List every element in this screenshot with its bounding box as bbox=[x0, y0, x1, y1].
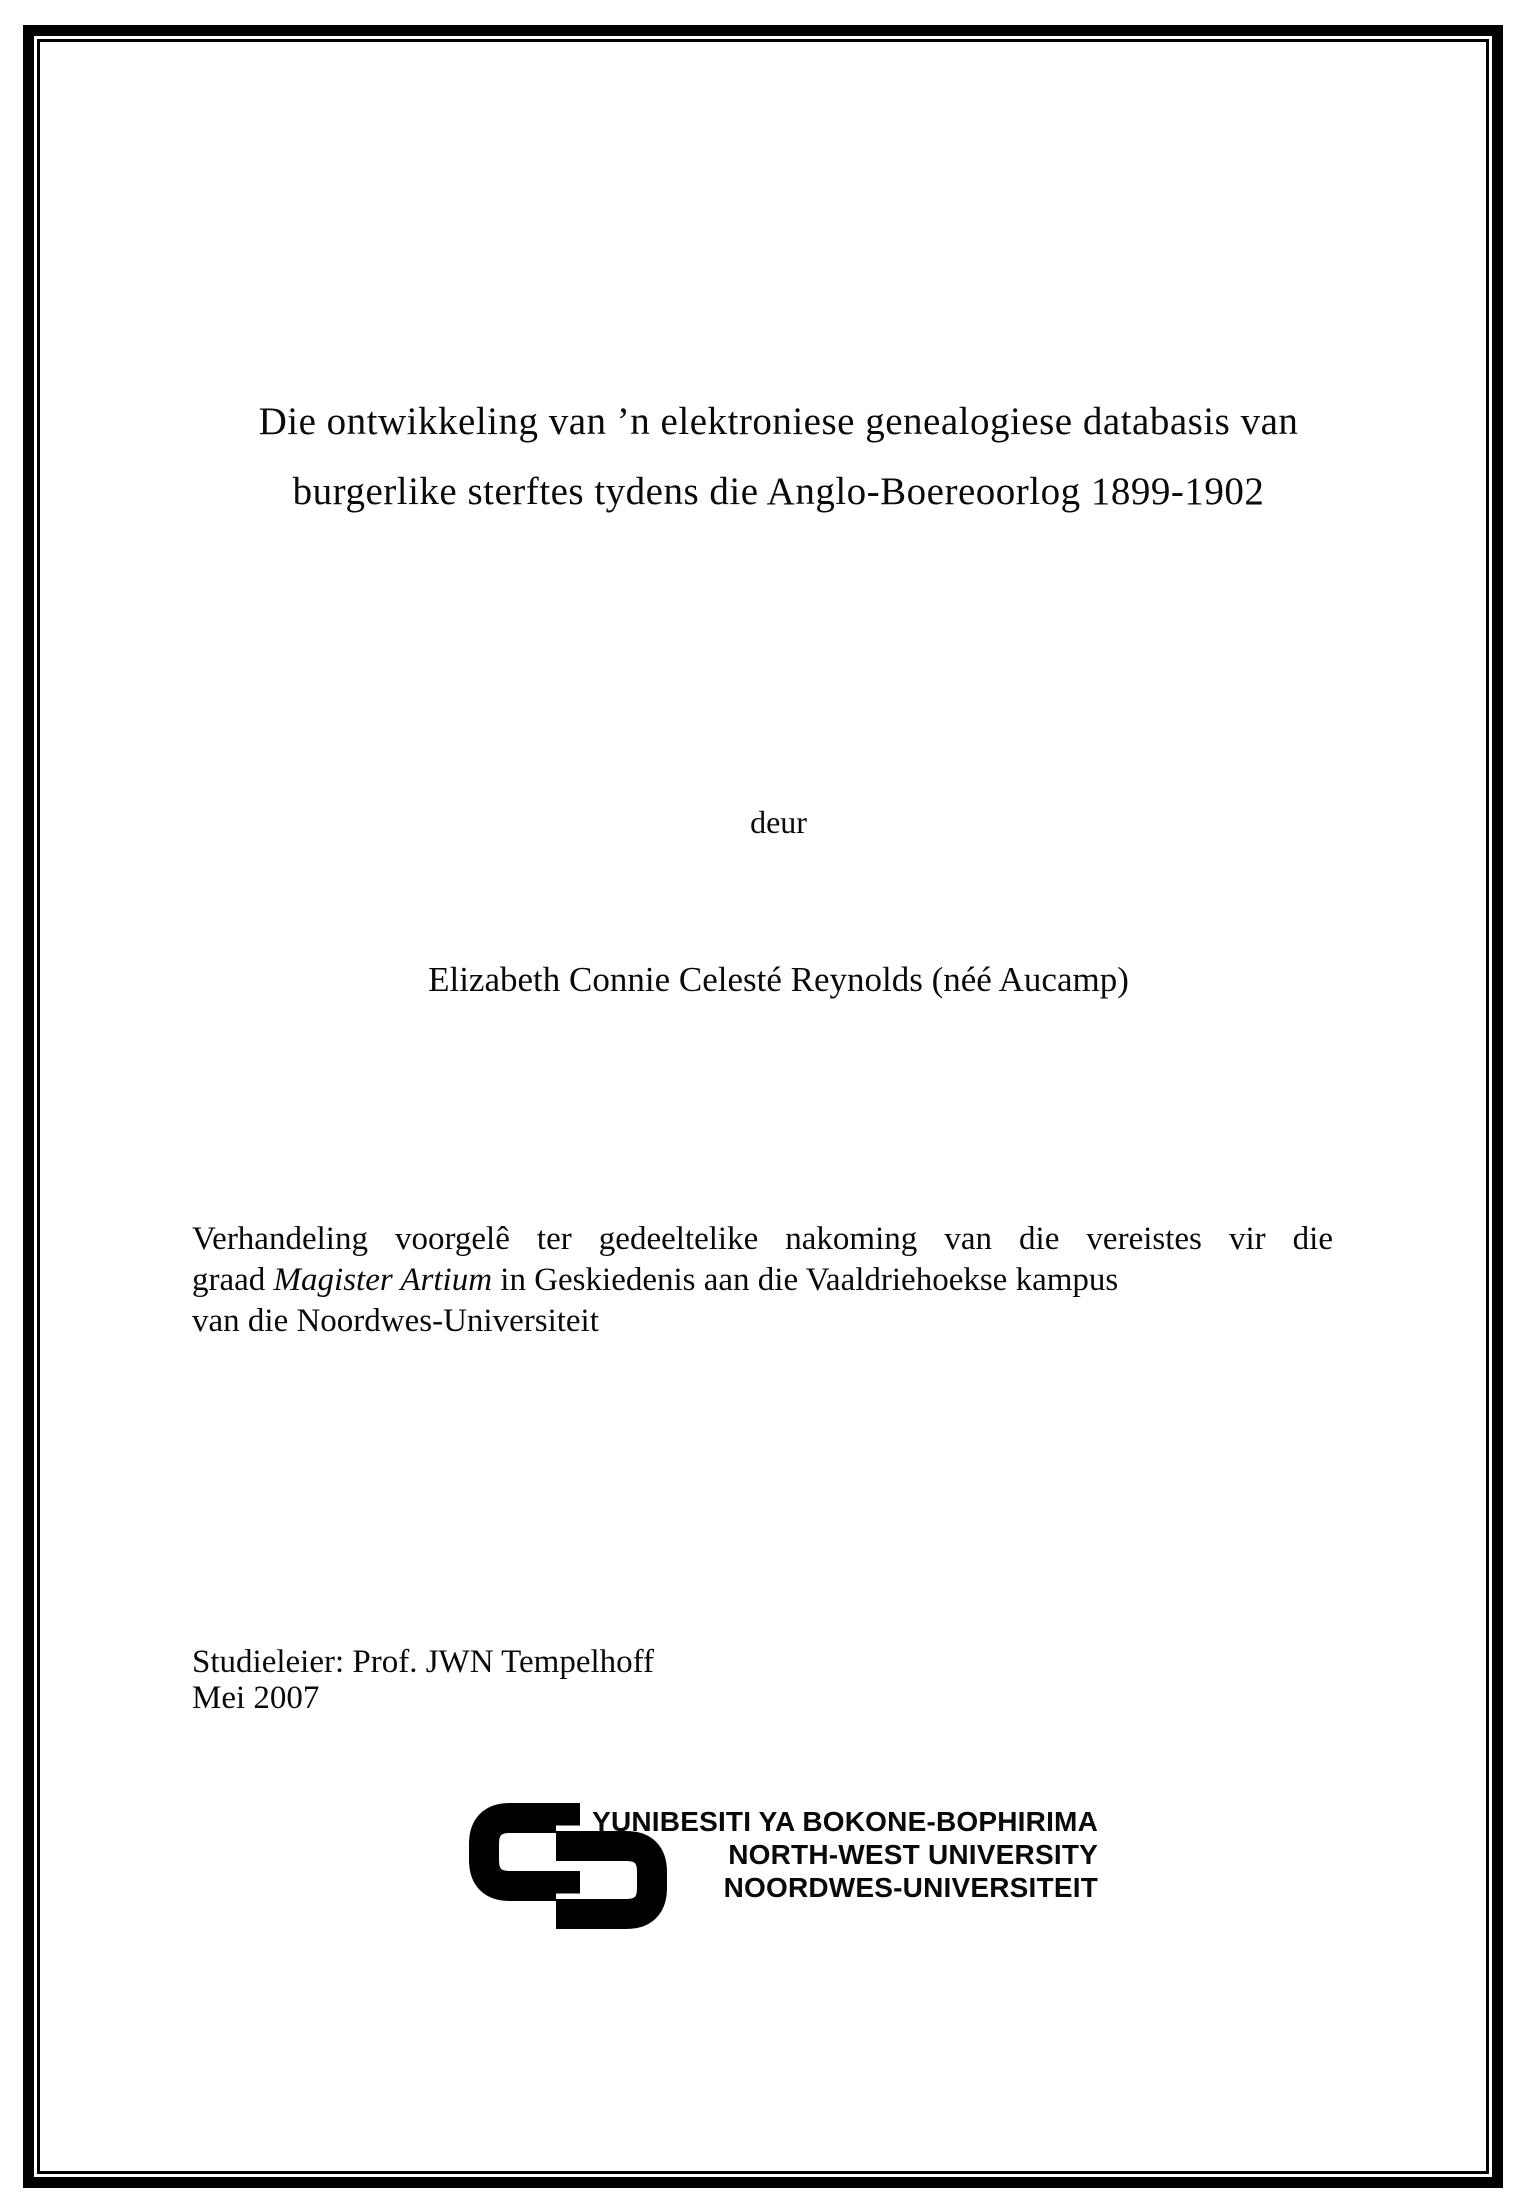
degree-declaration bbox=[192, 1219, 1333, 1342]
degree-name-italic: Magister Artium bbox=[273, 1262, 493, 1298]
supervisor-block bbox=[192, 1644, 654, 1716]
university-wordmark bbox=[580, 1805, 1098, 1904]
thesis-title bbox=[110, 387, 1447, 527]
university-name-english: NORTH-WEST UNIVERSITY bbox=[728, 1839, 1098, 1870]
thesis-title-line-2: burgerlike sterftes tydens die Anglo-Boereoorlog 1899-1902 bbox=[292, 470, 1265, 513]
supervisor-line: Studieleier: Prof. JWN Tempelhoff bbox=[192, 1644, 655, 1680]
declaration-line-2-suffix: in Geskiedenis aan die Vaaldriehoekse kampus bbox=[492, 1262, 1119, 1298]
date-line: Mei 2007 bbox=[192, 1680, 320, 1716]
university-name-setswana: YUNIBESITI YA BOKONE-BOPHIRIMA bbox=[592, 1806, 1098, 1837]
university-name-afrikaans: NOORDWES-UNIVERSITEIT bbox=[723, 1872, 1098, 1903]
declaration-line-1: Verhandeling voorgelê ter gedeeltelike nakoming van die vereistes vir die bbox=[192, 1221, 1333, 1257]
thesis-title-line-1: Die ontwikkeling van ’n elektroniese genealogiese databasis van bbox=[258, 400, 1299, 443]
declaration-line-2 bbox=[192, 1260, 1333, 1301]
declaration-line-2-prefix: graad bbox=[192, 1262, 274, 1298]
author-name: Elizabeth Connie Celesté Reynolds (néé Aucamp) bbox=[428, 960, 1129, 999]
declaration-line-3: van die Noordwes-Universiteit bbox=[192, 1303, 599, 1339]
byline-deur: deur bbox=[750, 804, 807, 840]
